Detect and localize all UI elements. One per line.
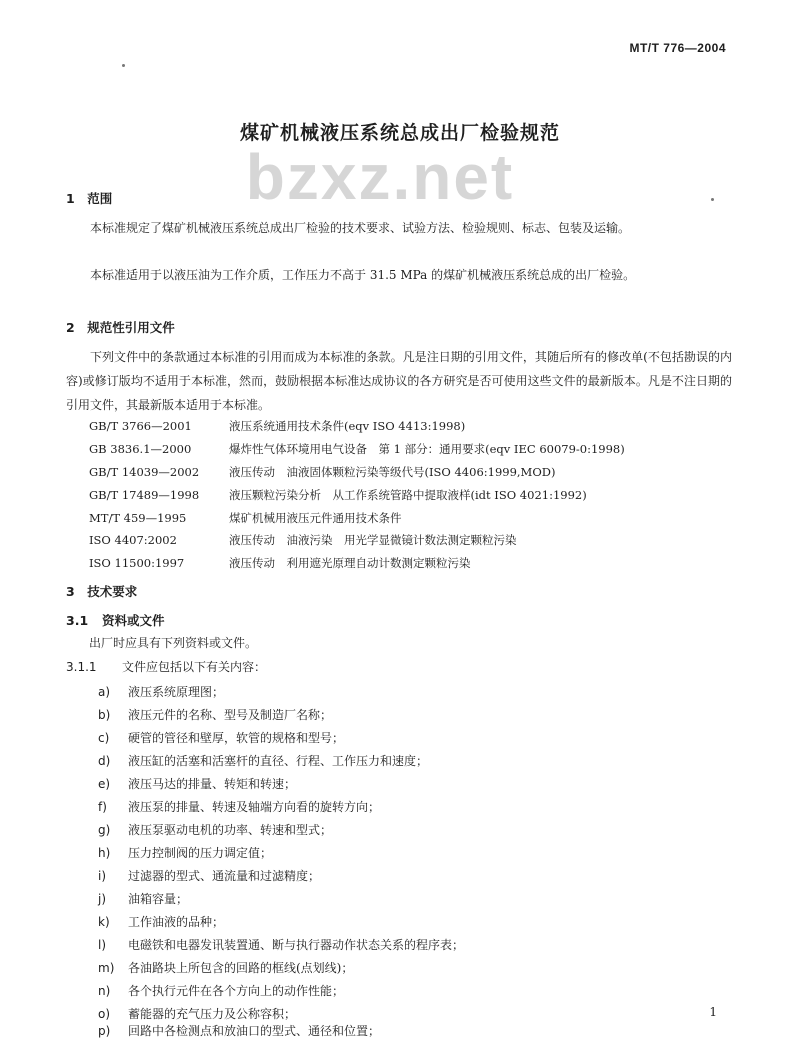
standard-number: MT/T 776—2004 [629, 41, 726, 55]
list-item-text: 回路中各检测点和放油口的型式、通径和位置； [128, 1024, 381, 1038]
list-item-label: f) [98, 800, 107, 814]
list-item-text: 电磁铁和电器发讯装置通、断与执行器动作状态关系的程序表； [128, 938, 465, 952]
list-item-text: 蓄能器的充气压力及公称容积； [128, 1007, 297, 1021]
list-item-label: i) [98, 869, 107, 883]
subsection-3-1 [66, 613, 165, 629]
list-item [98, 982, 344, 999]
list-item [98, 729, 344, 746]
list-item-text: 各个执行元件在各个方向上的动作性能； [128, 984, 345, 998]
list-item [98, 683, 224, 700]
list-item-label: d) [98, 754, 111, 768]
reference-title: 液压传动 利用遮光原理自动计数测定颗粒污染 [229, 556, 471, 570]
list-item-text: 液压缸的活塞和活塞杆的直径、行程、工作压力和速度； [128, 754, 429, 768]
section-1-heading: 1 范围 [66, 191, 113, 206]
list-item [98, 890, 188, 907]
list-item-label: b) [98, 708, 111, 722]
section-2-heading: 2 规范性引用文件 [66, 320, 175, 335]
subsection-number: 3.1 [66, 613, 89, 628]
reference-item [89, 464, 555, 480]
list-item-text: 过滤器的型式、通流量和过滤精度； [128, 869, 321, 883]
reference-title: 液压传动 油液污染 用光学显微镜计数法测定颗粒污染 [229, 533, 517, 547]
list-item-text: 液压泵的排量、转速及轴端方向看的旋转方向； [128, 800, 381, 814]
reference-title: 液压颗粒污染分析 从工作系统管路中提取液样(idt ISO 4021:1992) [229, 488, 587, 502]
subsection-number: 3.1.1 [66, 660, 97, 674]
subsection-text: 文件应包括以下有关内容： [122, 660, 267, 674]
page-number: 1 [709, 1005, 717, 1019]
reference-code: ISO 4407:2002 [89, 533, 177, 547]
list-item [98, 844, 272, 861]
list-item [98, 706, 332, 723]
section-1-paragraph-2: 本标准适用于以液压油为工作介质，工作压力不高于 31.5 MPa 的煤矿机械液压系统总成的出厂检验。 [90, 268, 636, 282]
list-item-label: g) [98, 823, 111, 837]
list-item [98, 1022, 380, 1039]
list-item-label: j) [98, 892, 107, 906]
list-item-label: o) [98, 1007, 111, 1021]
list-item-label: p) [98, 1024, 111, 1038]
watermark: bzxz.net [245, 141, 515, 213]
subsection-title: 资料或文件 [102, 613, 165, 628]
list-item-text: 液压元件的名称、型号及制造厂名称； [128, 708, 333, 722]
list-item [98, 798, 380, 815]
list-item [98, 959, 353, 976]
list-item-label: a) [98, 685, 111, 699]
section-3-heading: 3 技术要求 [66, 584, 138, 599]
subsection-3-1-1 [66, 659, 266, 675]
section-1-paragraph-1: 本标准规定了煤矿机械液压系统总成出厂检验的技术要求、试验方法、检验规则、标志、包装及运输。 [90, 221, 631, 235]
section-2-paragraph: 下列文件中的条款通过本标准的引用而成为本标准的条款。凡是注日期的引用文件，其随后所有的修改单(不包括勘误的内容)或修订版均不适用于本标准，然而，鼓励根据本标准达成协议的各方研究是否可使用这些文件的最新版本。凡是不注日期的引用文件，其最新版本适用于本标准。 [66, 350, 732, 412]
reference-item [89, 555, 471, 571]
list-item-label: m) [98, 961, 115, 975]
list-item-text: 压力控制阀的压力调定值； [128, 846, 273, 860]
scan-speck [711, 198, 714, 201]
list-item-text: 工作油液的品种； [128, 915, 225, 929]
reference-item [89, 510, 402, 526]
reference-item [89, 441, 625, 457]
list-item-text: 硬管的管径和壁厚，软管的规格和型号； [128, 731, 345, 745]
reference-title: 爆炸性气体环境用电气设备 第 1 部分：通用要求(eqv IEC 60079-0:1998) [229, 442, 625, 456]
list-item [98, 936, 464, 953]
reference-code: GB/T 17489—1998 [89, 488, 200, 502]
list-item-text: 液压泵驱动电机的功率、转速和型式； [128, 823, 333, 837]
reference-item [89, 532, 517, 548]
reference-code: ISO 11500:1997 [89, 556, 185, 570]
reference-title: 煤矿机械用液压元件通用技术条件 [229, 511, 402, 525]
reference-item [89, 418, 465, 434]
list-item-label: c) [98, 731, 110, 745]
list-item-text: 液压系统原理图； [128, 685, 225, 699]
reference-title: 液压系统通用技术条件(eqv ISO 4413:1998) [229, 419, 466, 433]
scan-speck [122, 64, 125, 67]
reference-code: GB/T 14039—2002 [89, 465, 200, 479]
list-item-text: 液压马达的排量、转矩和转速； [128, 777, 297, 791]
list-item-label: n) [98, 984, 111, 998]
list-item-label: l) [98, 938, 107, 952]
list-item [98, 821, 332, 838]
document-title: 煤矿机械液压系统总成出厂检验规范 [239, 122, 560, 144]
list-item [98, 913, 224, 930]
list-item-text: 各油路块上所包含的回路的框线(点划线)； [128, 961, 354, 975]
reference-code: GB 3836.1—2000 [89, 442, 192, 456]
reference-item [89, 487, 587, 503]
list-item-text: 油箱容量； [128, 892, 189, 906]
reference-code: MT/T 459—1995 [89, 511, 187, 525]
list-item [98, 752, 428, 769]
subsection-3-1-text: 出厂时应具有下列资料或文件。 [89, 636, 258, 650]
list-item-label: h) [98, 846, 111, 860]
list-item [98, 867, 320, 884]
list-item [98, 775, 296, 792]
list-item-label: k) [98, 915, 110, 929]
reference-code: GB/T 3766—2001 [89, 419, 192, 433]
reference-title: 液压传动 油液固体颗粒污染等级代号(ISO 4406:1999,MOD) [229, 465, 556, 479]
list-item [98, 1005, 296, 1022]
list-item-label: e) [98, 777, 111, 791]
